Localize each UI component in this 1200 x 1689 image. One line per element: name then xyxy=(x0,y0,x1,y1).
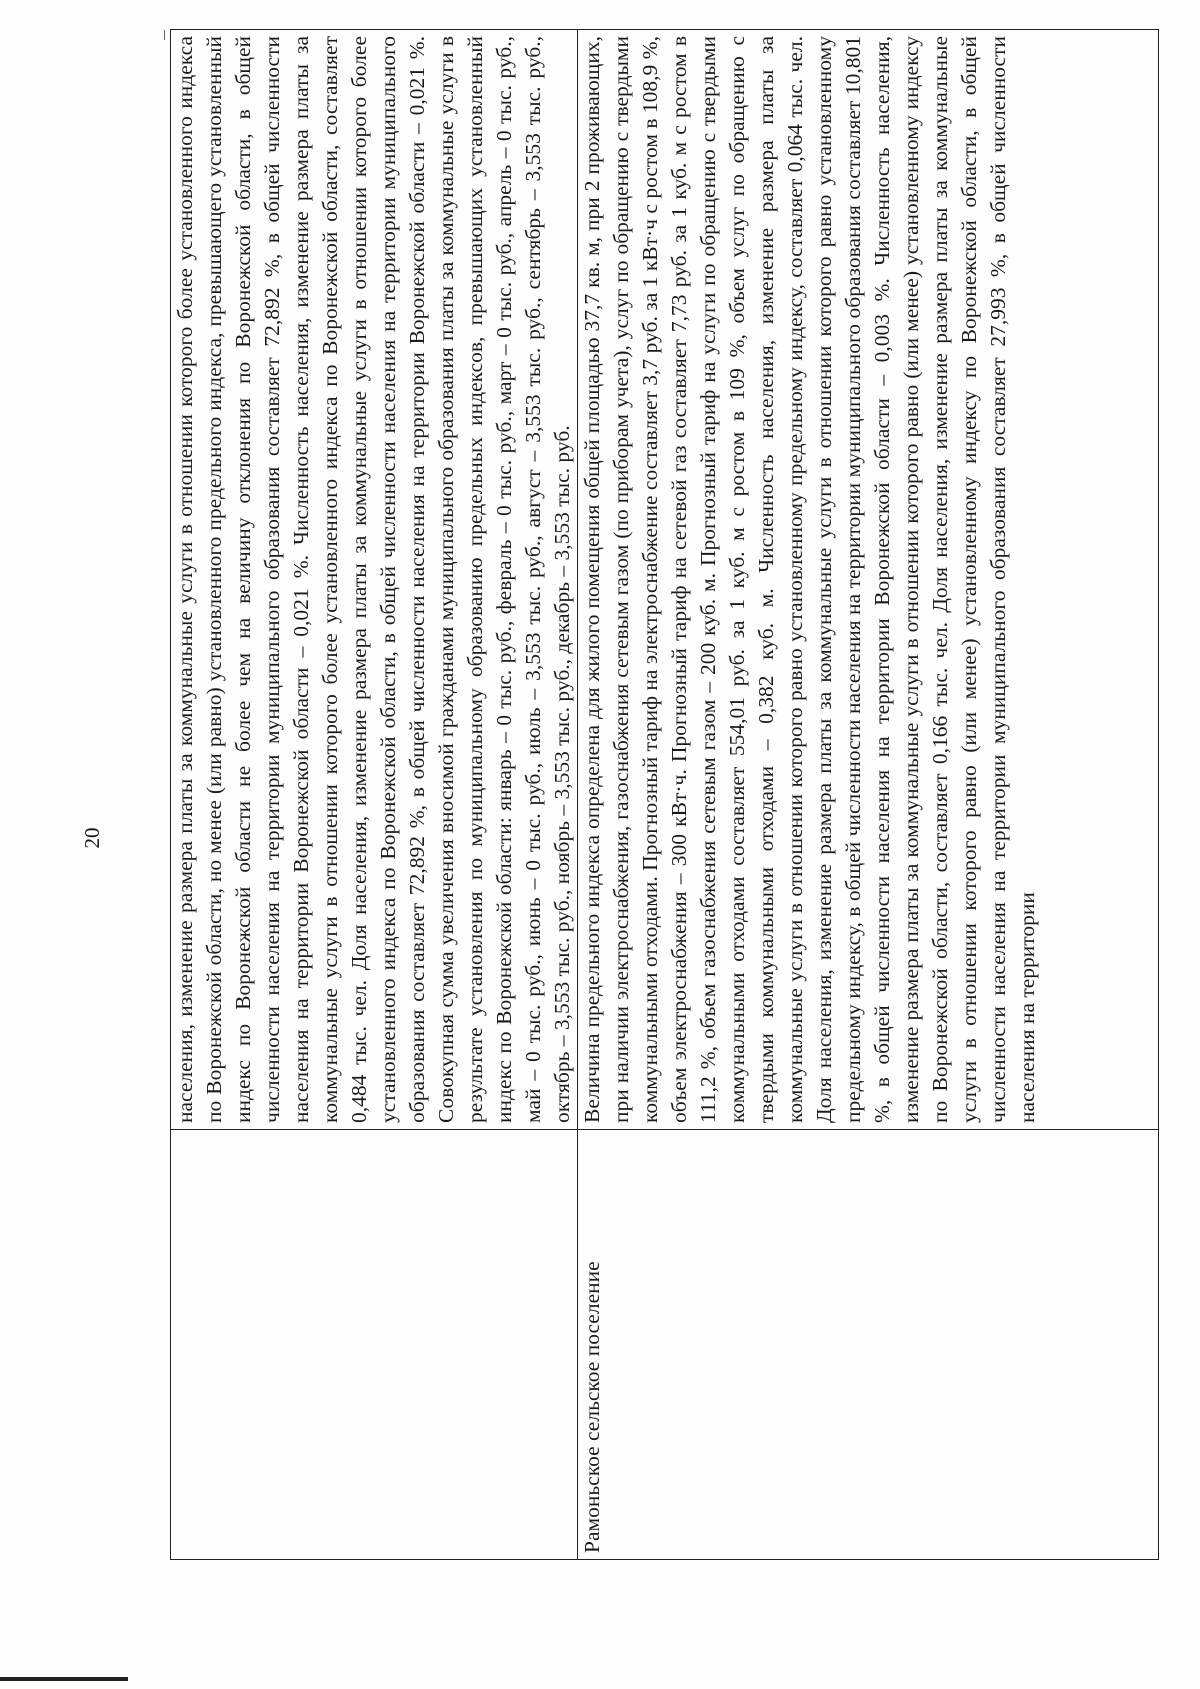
scan-artifact xyxy=(164,30,165,40)
municipality-name-cell xyxy=(171,1130,578,1560)
index-description-cell: населения, изменение размера платы за коммунальные услуги в отношении которого более установленного индекса по Воронежской области, но менее (или равно) установленного предельного индекса, превышающего установленный индекс по Воронежской области не более чем на величину отклонения по Воронежской области, в общей численности населения на территории муниципального образования составляет 72,892 %, в общей численности населения на территории Воронежской области – 0,021 %. Численность населения, изменение размера платы за коммунальные услуги в отношении которого более установленного индекса по Воронежской области, составляет 0,484 тыс. чел. Доля населения, изменение размера платы за коммунальные услуги в отношении которого более установленного индекса по Воронежской области, в общей численности населения на территории муниципального образования составляет 72,892 %, в общей численности населения на территории Воронежской области – 0,021 %. Совокупная сумма увеличения вносимой гражданами муниципального образования платы за коммунальные услуги в результате установления по муниципальному образованию предельных индексов, превышающих установленный индекс по Воронежской области: январь – 0 тыс. руб., февраль – 0 тыс. руб., март – 0 тыс. руб., апрель – 0 тыс. руб., май – 0 тыс. руб., июнь – 0 тыс. руб., июль – 3,553 тыс. руб., август – 3,553 тыс. руб., сентябрь – 3,553 тыс. руб., октябрь – 3,553 тыс. руб., ноябрь – 3,553 тыс. руб., декабрь – 3,553 тыс. руб. xyxy=(171,30,578,1130)
tariff-index-table xyxy=(170,29,1159,1560)
table-row xyxy=(171,30,578,1560)
municipality-name-cell: Рамоньское сельское поселение xyxy=(578,1130,1159,1560)
index-description-cell: Величина предельного индекса определена для жилого помещения общей площадью 37,7 кв. м, при 2 проживающих, при наличии электроснабжения, газоснабжения сетевым газом (по приборам учета), услуг по обращению с твердыми коммунальными отходами. Прогнозный тариф на электроснабжение составляет 3,7 руб. за 1 кВт·ч с ростом в 108,9 %, объем электроснабжения – 300 кВт·ч. Прогнозный тариф на сетевой газ составляет 7,73 руб. за 1 куб. м с ростом в 111,2 %, объем газоснабжения сетевым газом – 200 куб. м. Прогнозный тариф на услуги по обращению с твердыми коммунальными отходами составляет 554,01 руб. за 1 куб. м с ростом в 109 %, объем услуг по обращению с твердыми коммунальными отходами – 0,382 куб. м. Численность населения, изменение размера платы за коммунальные услуги в отношении которого равно установленному предельному индексу, составляет 0,064 тыс. чел. Доля населения, изменение размера платы за коммунальные услуги в отношении которого равно установленному предельному индексу, в общей численности населения на территории муниципального образования составляет 10,801 %, в общей численности населения на территории Воронежской области – 0,003 %. Численность населения, изменение размера платы за коммунальные услуги в отношении которого равно (или менее) установленному индексу по Воронежской области, составляет 0,166 тыс. чел. Доля населения, изменение размера платы за коммунальные услуги в отношении которого равно (или менее) установленному индексу по Воронежской области, в общей численности населения на территории муниципального образования составляет 27,993 %, в общей численности населения на территории xyxy=(578,30,1159,1130)
scan-edge-mark xyxy=(0,1677,128,1681)
table-row xyxy=(578,30,1159,1560)
rotated-table-container xyxy=(170,30,1170,1560)
page-number: 20 xyxy=(80,827,104,849)
